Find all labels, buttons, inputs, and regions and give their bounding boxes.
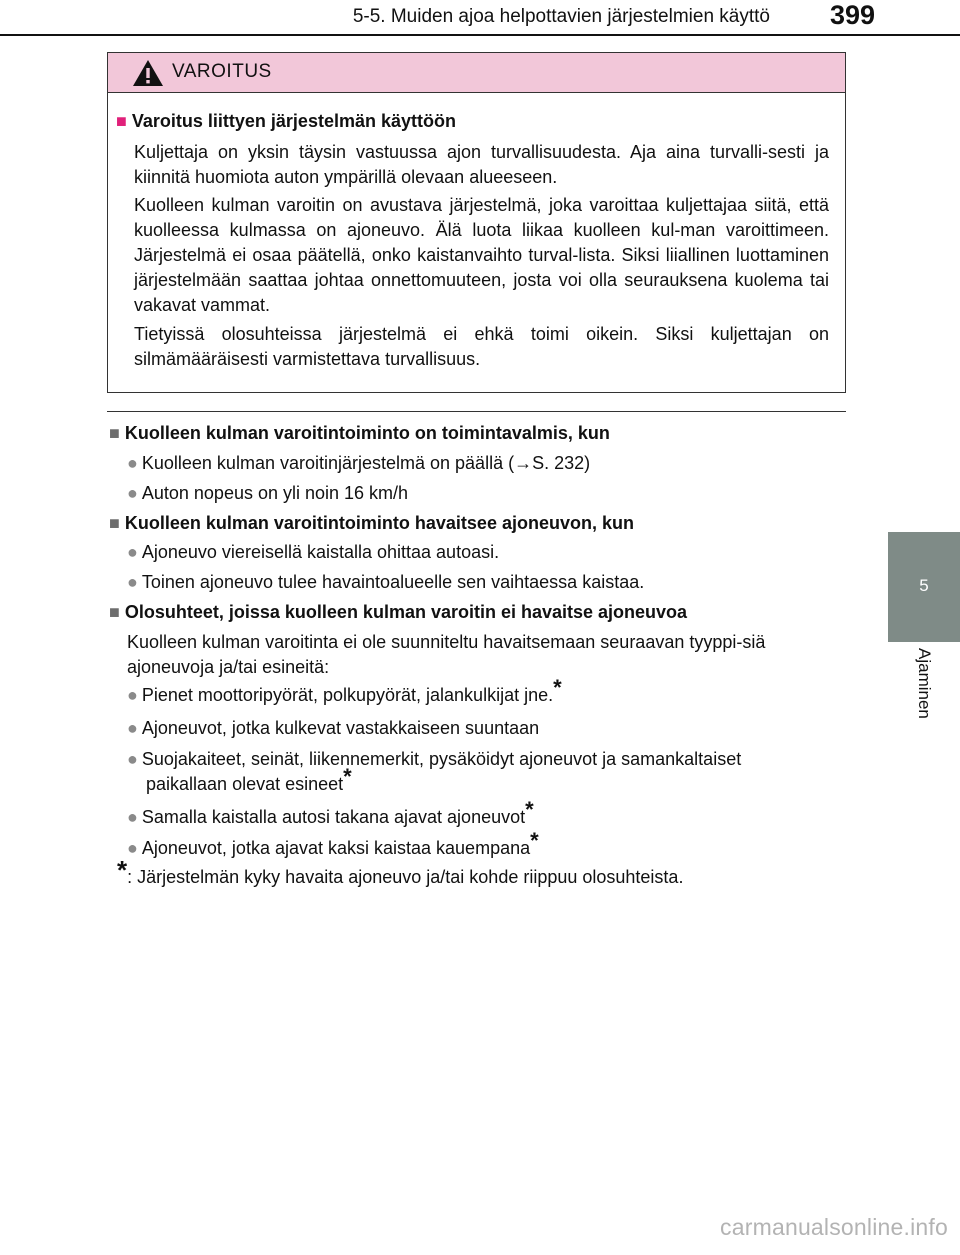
gray-square-icon: ■ — [109, 513, 120, 533]
warning-box — [107, 52, 846, 393]
warning-paragraph: Kuolleen kulman varoitin on avustava järjestelmä, joka varoittaa kuljettajaa siitä, että kuolleessa kulmassa on ajoneuvo. Älä luota liikaa kuolleen kul-man varoittimeen. Järjestelmä ei osaa päätellä, onko kaistanvaihto turval-lista. Siksi liiallinen luottaminen järjestelmään saattaa johtaa onnettomuuteen, josta voi olla seurauksena kuolema tai vakavat vammat. — [134, 195, 829, 315]
list-item: ● Pienet moottoripyörät, polkupyörät, jalankulkijat jne.* — [127, 675, 562, 705]
list-item: ● Ajoneuvot, jotka kulkevat vastakkaiseen suuntaan — [127, 718, 540, 738]
bullet-dot-icon: ● — [127, 838, 138, 858]
section-intro: Kuolleen kulman varoitinta ei ole suunniteltu havaitsemaan seuraavan tyyppi-siä ajoneuvoja ja/tai esineitä: — [127, 632, 766, 677]
footnote: *: Järjestelmän kyky havaita ajoneuvo ja/tai kohde riippuu olosuhteista. — [117, 855, 684, 887]
list-item: ● Ajoneuvo viereisellä kaistalla ohittaa autoasi. — [127, 542, 500, 562]
chapter-label-text: Ajaminen — [915, 648, 934, 719]
header-section-title: 5-5. Muiden ajoa helpottavien järjestelmien käyttö — [352, 6, 770, 27]
footnote-marker: * — [117, 855, 128, 885]
footnote-marker: * — [530, 828, 539, 853]
bullet-dot-icon: ● — [127, 572, 138, 592]
list-item: ● Toinen ajoneuvo tulee havaintoalueelle sen vaihtaessa kaistaa. — [127, 572, 645, 592]
footnote-marker: * — [343, 764, 352, 789]
bullet-dot-icon: ● — [127, 749, 138, 769]
footnote-marker: * — [525, 797, 534, 822]
list-item: ● Auton nopeus on yli noin 16 km/h — [127, 483, 409, 503]
list-item: ● Ajoneuvot, jotka ajavat kaksi kaistaa kauempana* — [127, 828, 539, 858]
warning-triangle-icon — [132, 59, 164, 87]
gray-square-icon: ■ — [109, 423, 120, 443]
bullet-dot-icon: ● — [127, 685, 138, 705]
section-heading: ■ Kuolleen kulman varoitintoiminto on toimintavalmis, kun — [109, 423, 610, 443]
bullet-dot-icon: ● — [127, 453, 138, 473]
gray-square-icon: ■ — [109, 602, 120, 622]
section-heading: ■ Kuolleen kulman varoitintoiminto havaitsee ajoneuvon, kun — [109, 513, 634, 533]
warning-title: VAROITUS — [172, 61, 272, 82]
chapter-tab — [888, 532, 960, 642]
chapter-label — [888, 642, 960, 742]
list-item: ● Samalla kaistalla autosi takana ajavat ajoneuvot* — [127, 797, 534, 827]
bullet-dot-icon: ● — [127, 718, 138, 738]
bullet-dot-icon: ● — [127, 483, 138, 503]
chapter-number: 5 — [919, 576, 929, 595]
list-item: ● Kuolleen kulman varoitinjärjestelmä on päällä (→S. 232) — [127, 453, 591, 473]
warning-paragraph: Kuljettaja on yksin täysin vastuussa ajon turvallisuudesta. Aja aina turvalli-sesti ja kiinnitä huomiota auton ympärillä olevaan alueeseen. — [134, 142, 829, 187]
bullet-dot-icon: ● — [127, 807, 138, 827]
page-header — [0, 0, 960, 36]
section-heading: ■ Olosuhteet, joissa kuolleen kulman varoitin ei havaitse ajoneuvoa — [109, 602, 688, 622]
list-item: ● Suojakaiteet, seinät, liikennemerkit, pysäköidyt ajoneuvot ja samankaltaiset paikallaan olevat esineet* — [127, 747, 741, 797]
footnote-marker: * — [553, 675, 562, 700]
section-divider — [107, 411, 846, 412]
page-number: 399 — [829, 0, 875, 30]
watermark: carmanualsonline.info — [720, 1214, 948, 1240]
pink-square-icon: ■ — [116, 111, 127, 131]
header-rule — [0, 34, 960, 36]
bullet-dot-icon: ● — [127, 542, 138, 562]
warning-header — [108, 53, 845, 93]
warning-paragraph: Tietyissä olosuhteissa järjestelmä ei ehkä toimi oikein. Siksi kuljettajan on silmämääräisesti varmistettava turvallisuus. — [134, 324, 829, 369]
list-item-continuation: paikallaan olevat esineet* — [146, 764, 352, 794]
warning-subtitle: ■ Varoitus liittyen järjestelmän käyttöön — [116, 111, 456, 131]
